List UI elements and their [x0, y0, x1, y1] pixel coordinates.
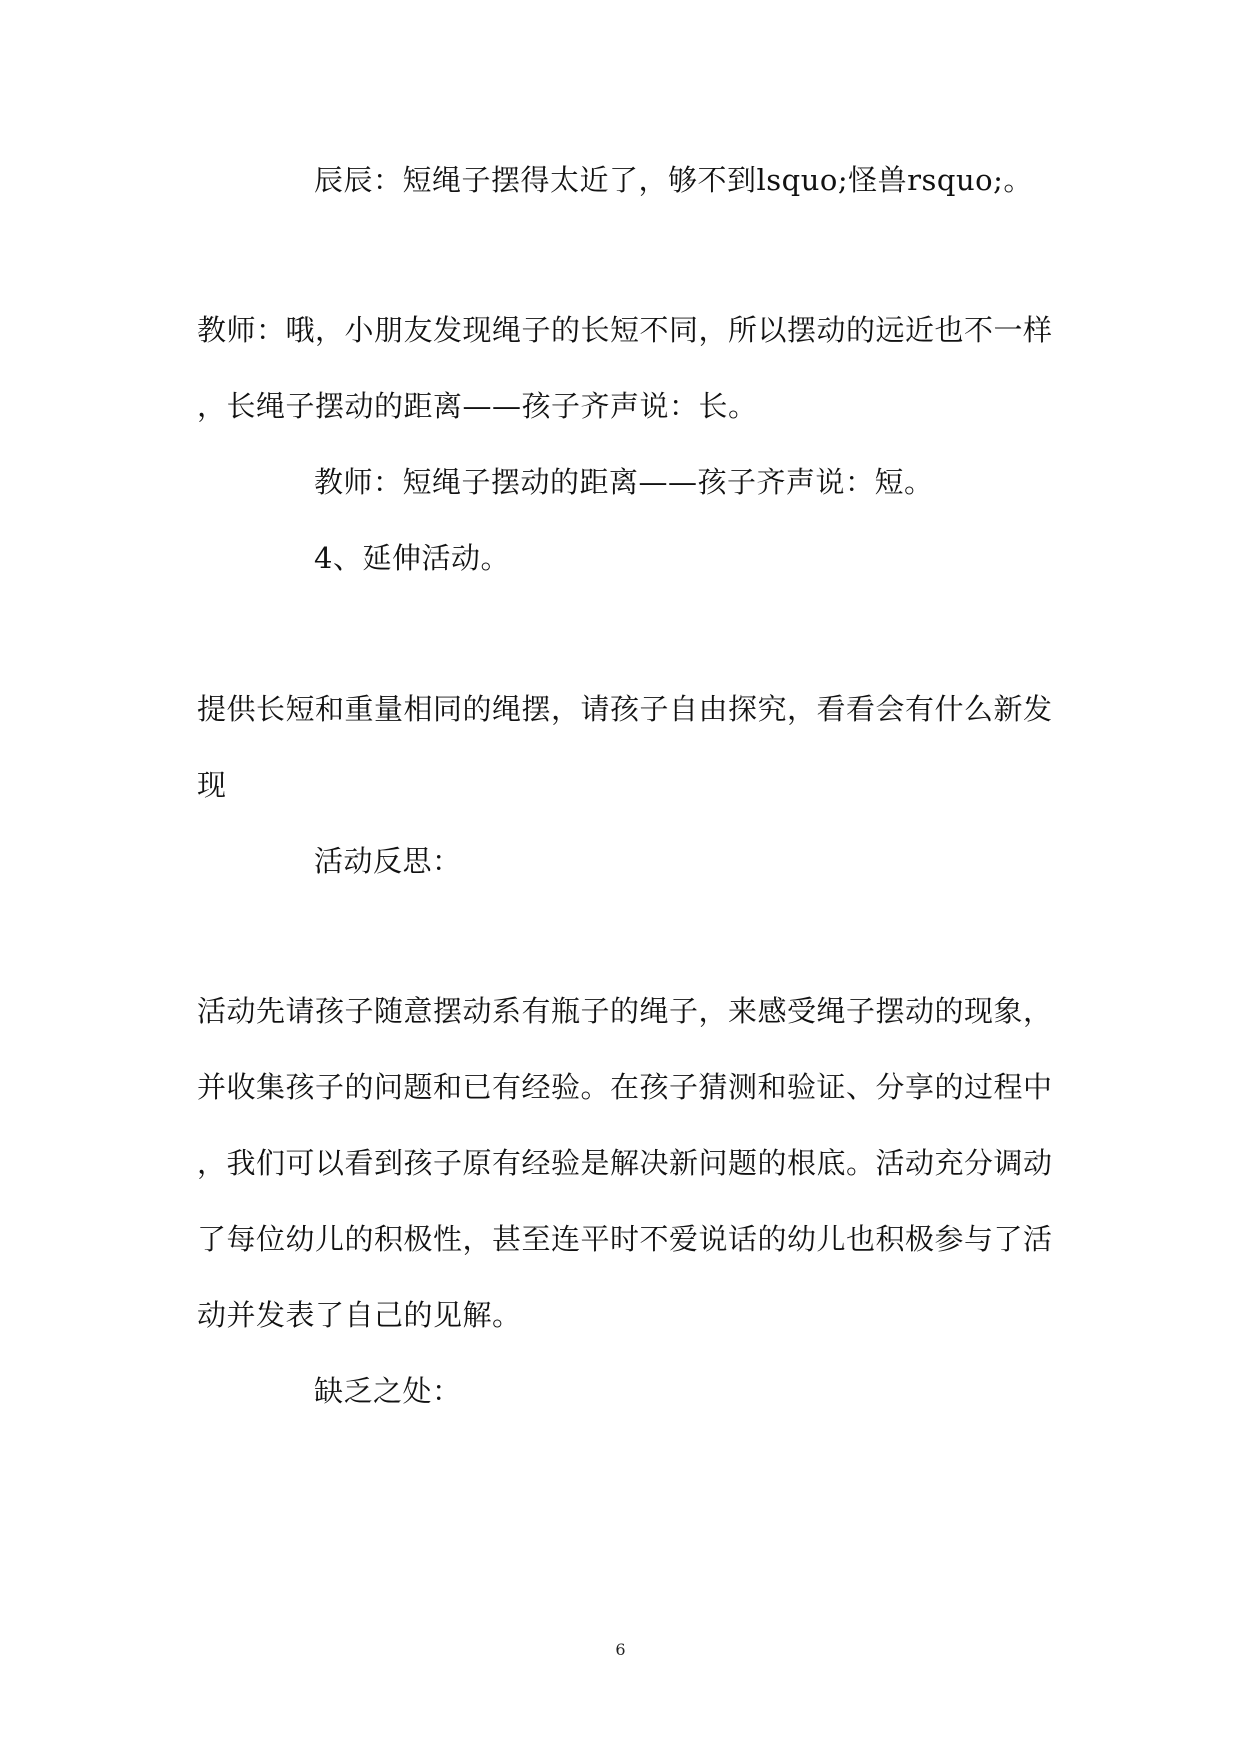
section-heading: 4、延伸活动。 [314, 541, 510, 575]
paragraph-line: 辰辰：短绳子摆得太近了，够不到lsquo;怪兽rsquo;。 [314, 163, 1033, 197]
paragraph-line: 并收集孩子的问题和已有经验。在孩子猜测和验证、分享的过程中 [197, 1070, 1053, 1104]
paragraph-line: 了每位幼儿的积极性，甚至连平时不爱说话的幼儿也积极参与了活 [197, 1222, 1053, 1256]
section-heading: 活动反思： [314, 844, 462, 878]
page-number: 6 [615, 1640, 626, 1659]
paragraph-line: 现 [197, 768, 227, 802]
paragraph-line: 教师：哦，小朋友发现绳子的长短不同，所以摆动的远近也不一样 [197, 313, 1053, 347]
paragraph-line: 教师：短绳子摆动的距离——孩子齐声说：短。 [314, 465, 934, 499]
paragraph-line: 动并发表了自己的见解。 [197, 1298, 522, 1332]
paragraph-line: ，长绳子摆动的距离——孩子齐声说：长。 [197, 389, 758, 423]
paragraph-line: ，我们可以看到孩子原有经验是解决新问题的根底。活动充分调动 [197, 1146, 1053, 1180]
section-heading: 缺乏之处： [314, 1374, 462, 1408]
paragraph-line: 提供长短和重量相同的绳摆，请孩子自由探究，看看会有什么新发 [197, 692, 1053, 726]
paragraph-line: 活动先请孩子随意摆动系有瓶子的绳子，来感受绳子摆动的现象， [197, 994, 1053, 1028]
